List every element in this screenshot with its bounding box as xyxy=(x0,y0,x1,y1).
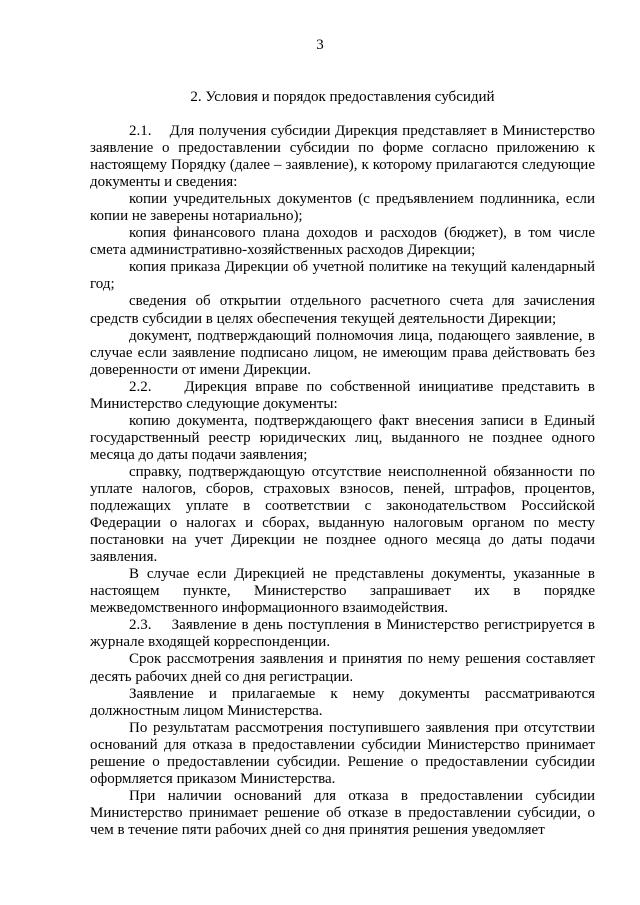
list-item-authority-document: документ, подтверждающий полномочия лица, подающего заявление, в случае если заявление подписано лицом, не имеющим права действовать без доверенности от имени Дирекции. xyxy=(90,327,595,378)
list-item-accounting-policy: копия приказа Дирекции об учетной политике на текущий календарный год; xyxy=(90,259,595,293)
list-item-bank-account: сведения об открытии отдельного расчетного счета для зачисления средств субсидии в целях обеспечения текущей деятельности Дирекции; xyxy=(90,293,595,327)
paragraph-refusal-decision: При наличии оснований для отказа в предоставлении субсидии Министерство принимает решение об отказе в предоставлении субсидии, о чем в течение пяти рабочих дней со дня принятия решения уведомляет xyxy=(90,787,595,838)
page-number: 3 xyxy=(316,37,324,53)
body-text xyxy=(90,123,595,839)
list-item-constituent-docs: копии учредительных документов (с предъявлением подлинника, если копии не заверены нотариально); xyxy=(90,191,595,225)
paragraph-review-period: Срок рассмотрения заявления и принятия по нему решения составляет десять рабочих дней со дня регистрации. xyxy=(90,651,595,685)
paragraph-approval-decision: По результатам рассмотрения поступившего заявления при отсутствии оснований для отказа в предоставлении субсидии Министерство принимает решение о предоставлении субсидии. Решение о предоставлении субсидии оформляется приказом Министерства. xyxy=(90,719,595,787)
paragraph-interagency-request: В случае если Дирекцией не представлены документы, указанные в настоящем пункте, Министерство запрашивает их в порядке межведомственного информационного взаимодействия. xyxy=(90,566,595,617)
paragraph-2-1: 2.1. Для получения субсидии Дирекция представляет в Министерство заявление о предоставлении субсидии по форме согласно приложению к настоящему Порядку (далее – заявление), к которому прилагаются следующие документы и сведения: xyxy=(90,123,595,191)
list-item-financial-plan: копия финансового плана доходов и расходов (бюджет), в том числе смета административно-хозяйственных расходов Дирекции; xyxy=(90,225,595,259)
paragraph-2-3: 2.3. Заявление в день поступления в Министерство регистрируется в журнале входящей корреспонденции. xyxy=(90,617,595,651)
paragraph-2-2: 2.2. Дирекция вправе по собственной инициативе представить в Министерство следующие документы: xyxy=(90,378,595,412)
list-item-registry-extract: копию документа, подтверждающего факт внесения записи в Единый государственный реестр юридических лиц, выданного не позднее одного месяца до даты подачи заявления; xyxy=(90,412,595,463)
paragraph-review-official: Заявление и прилагаемые к нему документы рассматриваются должностным лицом Министерства. xyxy=(90,685,595,719)
list-item-tax-certificate: справку, подтверждающую отсутствие неисполненной обязанности по уплате налогов, сборов, страховых взносов, пеней, штрафов, процентов, подлежащих уплате в соответствии с законодательством Российской Федерации о налогах и сборах, выданную налоговым органом по месту постановки на учет Дирекции не позднее одного месяца до даты подачи заявления. xyxy=(90,463,595,566)
section-title: 2. Условия и порядок предоставления субсидий xyxy=(190,89,495,105)
